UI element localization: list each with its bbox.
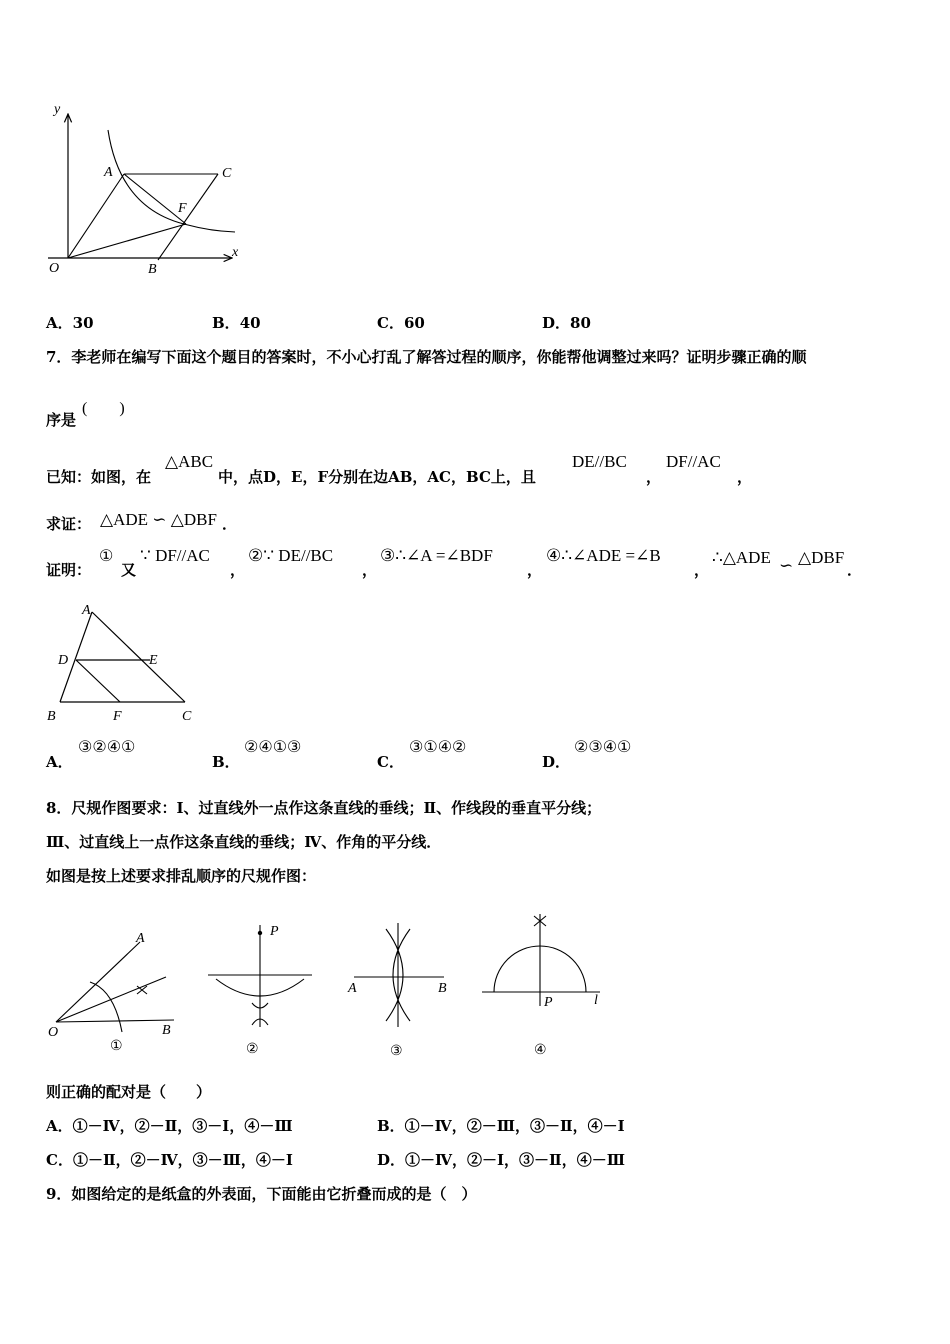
q7-proof-label: 证明： <box>46 561 92 579</box>
label-A: A <box>348 981 357 996</box>
label-A: A <box>104 165 113 180</box>
label-O: O <box>49 261 60 276</box>
q7-triangle-abc: △ABC <box>165 452 214 471</box>
hyperbola-curve <box>108 130 235 232</box>
q8-figure-2 <box>200 915 320 1060</box>
q8-option-a[interactable]: A．①－Ⅳ，②－Ⅱ，③－Ⅰ，④－Ⅲ <box>46 1117 293 1135</box>
q6-option-d[interactable]: D．80 <box>542 314 591 332</box>
q7-option-d-text[interactable]: ②③④① <box>574 739 632 756</box>
q7-comma-s3: ， <box>527 561 543 579</box>
label-D: D <box>58 653 69 668</box>
q7-step2: ②∵ DE//BC <box>248 546 334 565</box>
q7-step1-you: 又 <box>121 561 137 579</box>
q7-known-prefix: 已知：如图，在 <box>46 468 152 486</box>
label-l: l <box>594 993 598 1008</box>
q7-comma-2: ， <box>737 468 753 486</box>
q7-comma: ， <box>646 468 662 486</box>
q7-conclusion-sim: ∽ <box>779 556 794 575</box>
q8-option-c[interactable]: C．①－Ⅱ，②－Ⅳ，③－Ⅲ，④－Ⅰ <box>46 1151 293 1169</box>
q7-option-d-letter[interactable]: D． <box>542 753 571 771</box>
q8-option-b[interactable]: B．①－Ⅳ，②－Ⅲ，③－Ⅱ，④－Ⅰ <box>377 1117 625 1135</box>
arc-left <box>386 929 403 1021</box>
q7-option-b-text[interactable]: ②④①③ <box>244 739 302 756</box>
q7-conclusion-end: ． <box>847 561 863 579</box>
q6-option-c[interactable]: C．60 <box>377 314 425 332</box>
label-B: B <box>438 981 447 996</box>
q7-prove-label: 求证： <box>46 515 92 533</box>
arc-compass <box>90 982 122 1032</box>
label-F: F <box>178 201 187 216</box>
figure-number: ④ <box>534 1043 547 1058</box>
label-O: O <box>48 1025 59 1040</box>
q8-line3: 如图是按上述要求排乱顺序的尺规作图： <box>46 867 317 885</box>
q8-line2: Ⅲ、过直线上一点作这条直线的垂线；Ⅳ、作角的平分线． <box>46 833 442 851</box>
q7-conclusion-b: △DBF <box>798 548 845 567</box>
q7-option-a-text[interactable]: ③②④① <box>78 739 136 756</box>
q7-df-parallel-ac: DF//AC <box>666 452 721 471</box>
q7-known-mid: 中，点D，E，F分别在边AB，AC，BC上，且 <box>218 468 536 486</box>
q7-step3: ③∴∠A =∠BDF <box>380 546 493 565</box>
q6-option-a[interactable]: A．30 <box>46 314 94 332</box>
segment-OF <box>68 224 186 258</box>
q7-triangle-figure <box>40 598 210 728</box>
ray-OB <box>56 1020 174 1022</box>
figure-number: ② <box>246 1042 259 1057</box>
q7-step1-expr: ∵ DF//AC <box>140 546 210 565</box>
label-P: P <box>270 924 279 939</box>
q8-question: 则正确的配对是（ ） <box>46 1083 212 1101</box>
label-F: F <box>113 709 122 724</box>
label-A: A <box>82 603 91 618</box>
q7-stem-line2: 序是 <box>46 411 77 429</box>
q7-conclusion-a: ∴△ADE <box>712 548 771 567</box>
q8-option-d[interactable]: D．①－Ⅳ，②－Ⅰ，③－Ⅱ，④－Ⅲ <box>377 1151 625 1169</box>
q6-coordinate-figure <box>40 100 250 280</box>
ray-OA <box>56 942 140 1022</box>
q7-comma-s1: ， <box>230 561 246 579</box>
label-A: A <box>136 931 145 946</box>
q7-answer-paren: ( ) <box>82 400 125 417</box>
label-B: B <box>162 1023 171 1038</box>
label-B: B <box>47 709 56 724</box>
arc-right <box>393 929 410 1021</box>
segment-CB <box>158 174 218 260</box>
q7-option-c-text[interactable]: ③①④② <box>409 739 467 756</box>
q9-stem: 9．如图给定的是纸盒的外表面，下面能由它折叠而成的是（ ） <box>46 1185 477 1203</box>
q7-comma-s4: ， <box>694 561 710 579</box>
q8-figure-4 <box>474 900 614 1060</box>
point-P <box>258 931 262 935</box>
label-E: E <box>149 653 158 668</box>
label-y: y <box>54 102 61 117</box>
q8-figure-1 <box>44 920 194 1060</box>
q8-figure-3 <box>340 915 460 1065</box>
q6-option-b[interactable]: B．40 <box>212 314 261 332</box>
label-x: x <box>232 245 239 260</box>
segment-DF <box>76 660 120 702</box>
q7-option-a-letter[interactable]: A． <box>46 753 73 771</box>
figure-number: ① <box>110 1039 123 1054</box>
q7-option-c-letter[interactable]: C． <box>377 753 404 771</box>
figure-number: ③ <box>390 1044 403 1059</box>
q7-option-b-letter[interactable]: B． <box>212 753 240 771</box>
q7-prove-end: ． <box>222 515 238 533</box>
segment-OA <box>68 174 124 258</box>
q7-de-parallel-bc: DE//BC <box>572 452 627 471</box>
q7-step4: ④∴∠ADE =∠B <box>546 546 661 565</box>
segment-AF <box>124 174 186 224</box>
q7-comma-s2: ， <box>362 561 378 579</box>
label-C: C <box>222 166 232 181</box>
label-P: P <box>544 995 553 1010</box>
q7-prove-expr: △ADE ∽ △DBF <box>100 510 217 529</box>
q7-step1-num: ① <box>99 548 114 565</box>
q8-line1: 8．尺规作图要求：Ⅰ、过直线外一点作这条直线的垂线；Ⅱ、作线段的垂直平分线； <box>46 799 602 817</box>
q7-stem-line1: 7．李老师在编写下面这个题目的答案时，不小心打乱了解答过程的顺序，你能帮他调整过来吗？证明步骤正确的顺 <box>46 348 807 366</box>
label-B: B <box>148 262 157 277</box>
label-C: C <box>182 709 192 724</box>
